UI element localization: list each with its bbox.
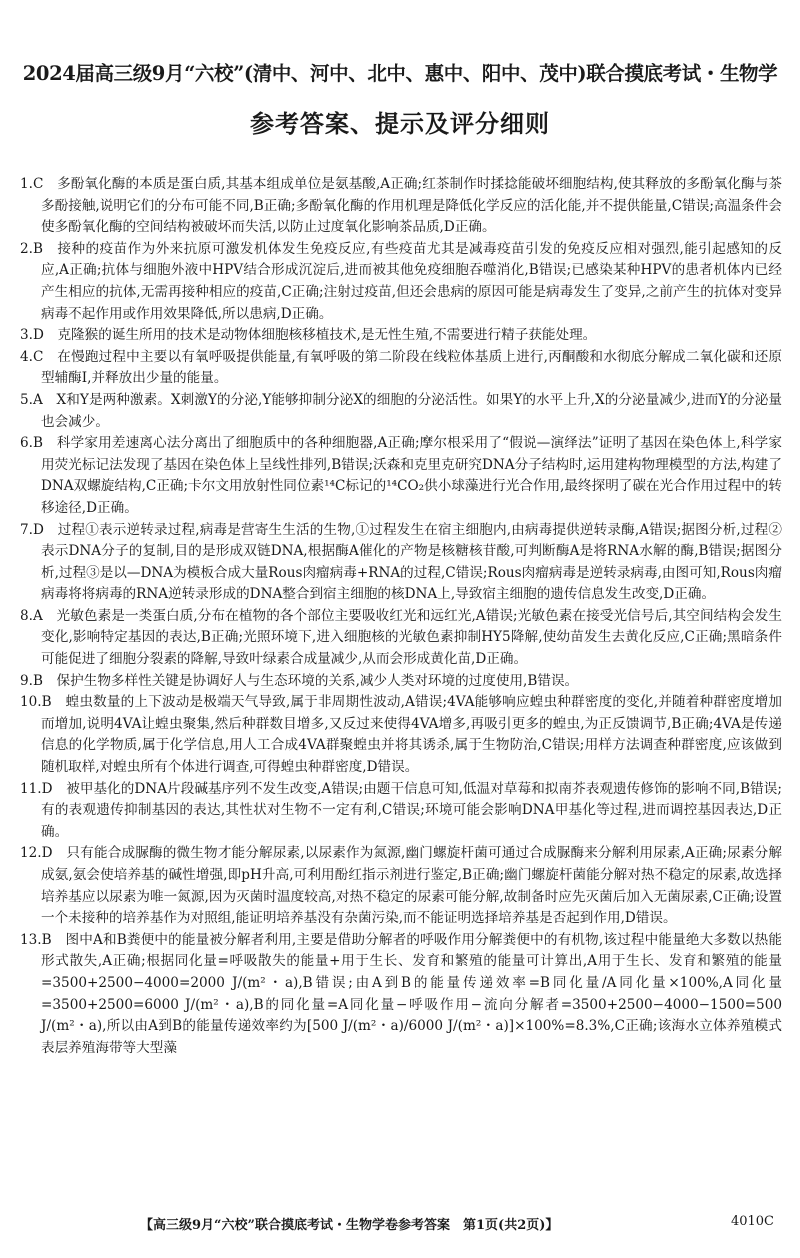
document-title: 2024届高三级9月“六校”(清中、河中、北中、惠中、阳中、茂中)联合摸底考试・生物学	[22, 62, 778, 85]
document-subtitle: 参考答案、提示及评分细则	[250, 109, 550, 138]
footer-code: 4010C	[730, 1214, 774, 1229]
answer-list	[20, 174, 782, 1059]
answer-item-3: 3.D 克隆猴的诞生所用的技术是动物体细胞核移植技术,是无性生殖,不需要进行精子获能处理。	[20, 327, 597, 344]
answer-item-1: 1.C 多酚氧化酶的本质是蛋白质,其基本组成单位是氨基酸,A正确;红茶制作时揉捻能破坏细胞结构,使其释放的多酚氧化酶与茶多酚接触,说明它们的分布可能不同,B正确;多酚氧化酶的作用机理是降低化学反应的活化能,并不提供能量,C错误;高温条件会使多酚氧化酶的空间结构被破坏而失活,以防止过度氧化影响茶品质,D正确。	[20, 176, 782, 236]
answer-item-9: 9.B 保护生物多样性关键是协调好人与生态环境的关系,减少人类对环境的过度使用,B错误。	[20, 672, 579, 689]
answer-item-12: 12.D 只有能合成脲酶的微生物才能分解尿素,以尿素作为氮源,幽门螺旋杆菌可通过合成脲酶来分解利用尿素,A正确;尿素分解成氨,氨会使培养基的碱性增强,即pH升高,可利用酚红指示剂进行鉴定,B正确;幽门螺旋杆菌能分解对热不稳定的尿素,故选择培养基应以尿素为唯一氮源,因为灭菌时温度较高,对热不稳定的尿素可能分解,故制备时应先灭菌后加入无菌尿素,C正确;设置一个未接种的培养基作为对照组,能证明培养基没有杂菌污染,而不能证明选择培养基是否起到作用,D错误。	[20, 845, 782, 927]
answer-item-7: 7.D 过程①表示逆转录过程,病毒是营寄生生活的生物,①过程发生在宿主细胞内,由病毒提供逆转录酶,A错误;据图分析,过程②表示DNA分子的复制,目的是形成双链DNA,根据酶A催化的产物是核糖核苷酸,可判断酶A是将RNA水解的酶,B错误;据图分析,过程③是以—DNA为模板合成大量Rous肉瘤病毒+RNA的过程,C错误;Rous肉瘤病毒是逆转录病毒,由图可知,Rous肉瘤病毒将将病毒的RNA逆转录形成的DNA整合到宿主细胞的核DNA上,导致宿主细胞的遗传信息发生改变,D正确。	[20, 521, 782, 603]
answer-item-13: 13.B 图中A和B粪便中的能量被分解者利用,主要是借助分解者的呼吸作用分解粪便中的有机物,该过程中能量绝大多数以热能形式散失,A正确;根据同化量=呼吸散失的能量+用于生长、发育和繁殖的能量可计算出,A用于生长、发育和繁殖的能量=3500+2500−4000=2000 J/(m²・a),B错误;由A到B的能量传递效率=B同化量/A同化量×100%,A同化量=3500+2500=6000 J/(m²・a),B的同化量=A同化量−呼吸作用−流向分解者=3500+2500−4000−1500=500 J/(m²・a),所以由A到B的能量传递效率约为[500 J/(m²・a)/6000 J/(m²・a)]×100%=8.3%,C正确;该海水立体养殖模式表层养殖海带等大型藻	[20, 931, 782, 1056]
footer-title: 【高三级9月“六校”联合摸底考试・生物学卷参考答案 第1页(共2页)】	[140, 1218, 559, 1233]
answer-item-2: 2.B 接种的疫苗作为外来抗原可激发机体发生免疫反应,有些疫苗尤其是减毒疫苗引发的免疫反应相对强烈,能引起感知的反应,A正确;抗体与细胞外液中HPV结合形成沉淀后,进而被其他免疫细胞吞噬消化,B错误;已感染某种HPV的患者机体内已经产生相应的抗体,无需再接种相应的疫苗,C正确;注射过疫苗,但还会患病的原因可能是病毒发生了变异,之前产生的抗体对变异病毒不起作用或作用效果降低,所以患病,D正确。	[20, 240, 782, 322]
page-footer	[0, 1214, 800, 1236]
answer-item-6: 6.B 科学家用差速离心法分离出了细胞质中的各种细胞器,A正确;摩尔根采用了“假说—演绎法”证明了基因在染色体上,科学家用荧光标记法发现了基因在染色体上呈线性排列,B错误;沃森和克里克研究DNA分子结构时,运用建构物理模型的方法,构建了DNA双螺旋结构,C正确;卡尔文用放射性同位素¹⁴C标记的¹⁴CO₂供小球藻进行光合作用,最终探明了碳在光合作用过程中的转移途径,D正确。	[20, 435, 782, 516]
answer-item-5: 5.A X和Y是两种激素。X刺激Y的分泌,Y能够抑制分泌X的细胞的分泌活性。如果Y的水平上升,X的分泌量减少,进而Y的分泌量也会减少。	[20, 391, 782, 430]
answer-item-8: 8.A 光敏色素是一类蛋白质,分布在植物的各个部位主要吸收红光和远红光,A错误;光敏色素在接受光信号后,其空间结构会发生变化,影响特定基因的表达,B正确;光照环境下,进入细胞核的光敏色素抑制HY5降解,使幼苗发生去黄化反应,C正确;黑暗条件可能促进了细胞分裂素的降解,导致叶绿素合成量减少,从而会形成黄化苗,D正确。	[20, 607, 782, 668]
answer-item-10: 10.B 蝗虫数量的上下波动是极端天气导致,属于非周期性波动,A错误;4VA能够响应蝗虫种群密度的变化,并随着种群密度增加而增加,说明4VA让蝗虫聚集,然后种群数目增多,又反过来使得4VA增多,再吸引更多的蝗虫,为正反馈调节,B正确;4VA是传递信息的化学物质,属于化学信息,用人工合成4VA群聚蝗虫并将其诱杀,属于生物防治,C错误;用样方法调查种群密度,应该做到随机取样,对蝗虫所有个体进行调查,可得蝗虫种群密度,D错误。	[20, 694, 782, 776]
answer-item-11: 11.D 被甲基化的DNA片段碱基序列不发生改变,A错误;由题干信息可知,低温对草莓和拟南芥表观遗传修饰的影响不同,B错误;有的表观遗传抑制基因的表达,其性状对生物不一定有利,C错误;环境可能会影响DNA甲基化等过程,进而调控基因表达,D正确。	[20, 780, 782, 840]
answer-item-4: 4.C 在慢跑过程中主要以有氧呼吸提供能量,有氧呼吸的第二阶段在线粒体基质上进行,丙酮酸和水彻底分解成二氧化碳和还原型辅酶Ⅰ,并释放出少量的能量。	[20, 348, 782, 387]
